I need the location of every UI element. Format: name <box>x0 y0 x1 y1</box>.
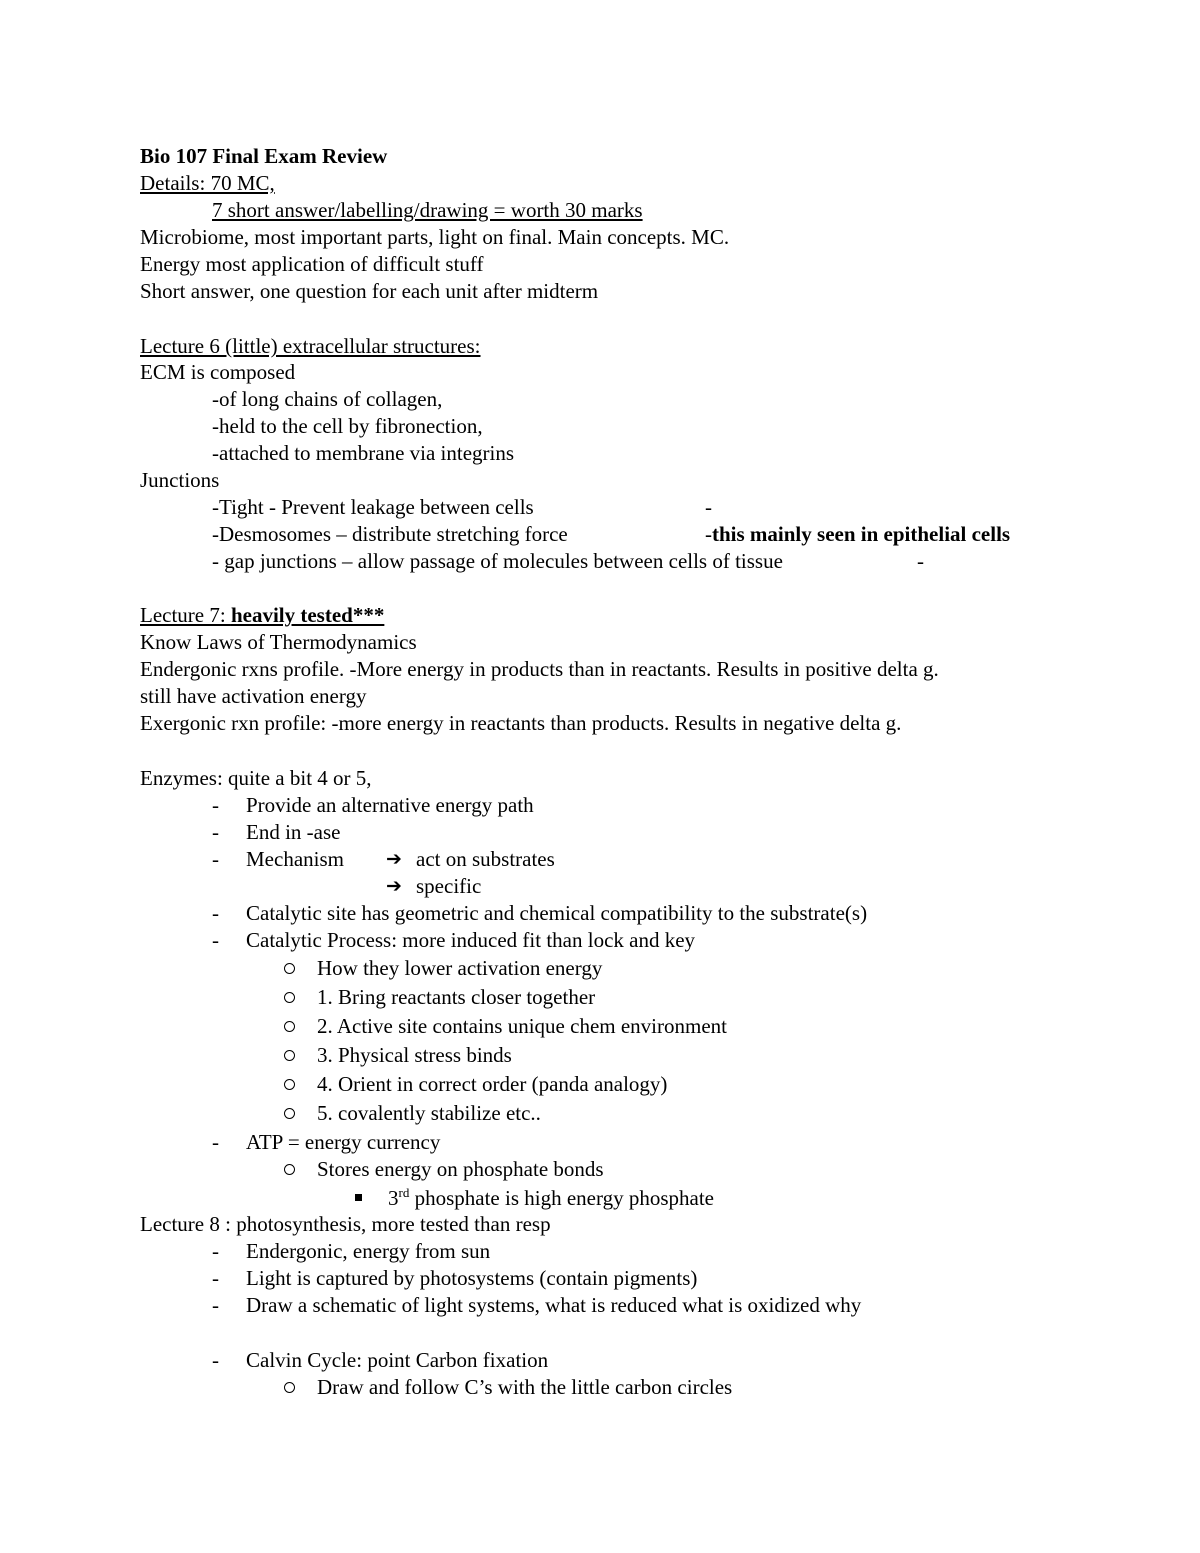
list-dash: - <box>212 1293 219 1317</box>
process-item: 3. Physical stress binds <box>317 1043 512 1067</box>
lecture-8-heading: Lecture 8 : photosynthesis, more tested than resp <box>140 1212 551 1236</box>
details-label: Details: 70 MC, <box>140 171 275 195</box>
enzyme-bullet: Mechanism <box>246 847 344 871</box>
junction-item: -Tight - Prevent leakage between cells <box>212 495 534 519</box>
list-dash: - <box>212 1130 219 1154</box>
lecture-7-line: Know Laws of Thermodynamics <box>140 630 417 654</box>
enzyme-bullet: Catalytic Process: more induced fit than lock and key <box>246 928 696 952</box>
lecture-7-line: Endergonic rxns profile. -More energy in products than in reactants. Results in positive delta g. <box>140 657 939 681</box>
list-dash: - <box>212 1348 219 1372</box>
lecture-8-item: Draw a schematic of light systems, what is reduced what is oxidized why <box>246 1293 862 1317</box>
enzyme-bullet: Catalytic site has geometric and chemical compatibility to the substrate(s) <box>246 901 868 925</box>
hollow-bullet-icon <box>284 1021 295 1032</box>
mechanism-detail: specific <box>416 874 482 898</box>
atp-detail: Stores energy on phosphate bonds <box>317 1157 604 1181</box>
lecture-8-item: Light is captured by photosystems (contain pigments) <box>246 1266 698 1290</box>
atp-subdetail-text: phosphate is high energy phosphate <box>409 1186 714 1210</box>
enzyme-bullet: ATP = energy currency <box>246 1130 441 1154</box>
enzyme-bullet: End in -ase <box>246 820 341 844</box>
details-line-2: 7 short answer/labelling/drawing = worth 30 marks <box>212 198 643 222</box>
epithelial-note: this mainly seen in epithelial cells <box>712 522 1011 546</box>
arrow-right-icon: ➔ <box>386 875 402 897</box>
lecture-7-line: still have activation energy <box>140 684 367 708</box>
process-item: 2. Active site contains unique chem environment <box>317 1014 727 1038</box>
arrow-right-icon: ➔ <box>386 848 402 870</box>
junction-side-dash: - <box>705 522 712 546</box>
atp-subdetail <box>388 1185 714 1211</box>
hollow-bullet-icon <box>284 1382 295 1393</box>
ordinal-number: 3 <box>388 1186 399 1210</box>
intro-line: Microbiome, most important parts, light on final. Main concepts. MC. <box>140 225 730 249</box>
calvin-cycle-item: Calvin Cycle: point Carbon fixation <box>246 1348 549 1372</box>
list-dash: - <box>212 847 219 871</box>
lecture-7-prefix: Lecture 7: <box>140 603 231 627</box>
lecture-7-emphasis: heavily tested*** <box>230 603 385 627</box>
hollow-bullet-icon <box>284 992 295 1003</box>
junctions-text: Junctions <box>140 468 220 492</box>
hollow-bullet-icon <box>284 1164 295 1175</box>
ecm-item: -held to the cell by fibronection, <box>212 414 483 438</box>
ordinal-suffix: rd <box>398 1185 410 1200</box>
junction-item: -Desmosomes – distribute stretching force <box>212 522 568 546</box>
ecm-item: -of long chains of collagen, <box>212 387 443 411</box>
intro-line: Short answer, one question for each unit after midterm <box>140 279 599 303</box>
enzymes-text: Enzymes: quite a bit 4 or 5, <box>140 766 372 790</box>
enzyme-bullet: Provide an alternative energy path <box>246 793 534 817</box>
lecture-8-item: Endergonic, energy from sun <box>246 1239 491 1263</box>
ecm-item: -attached to membrane via integrins <box>212 441 515 465</box>
junction-side-dash: - <box>917 549 924 573</box>
process-item: 5. covalently stabilize etc.. <box>317 1101 541 1125</box>
lecture-7-line: Exergonic rxn profile: -more energy in reactants than products. Results in negative delta g. <box>140 711 902 735</box>
ecm-text: ECM is composed <box>140 360 296 384</box>
list-dash: - <box>212 820 219 844</box>
junction-side-dash: - <box>705 495 712 519</box>
junction-item: - gap junctions – allow passage of molecules between cells of tissue <box>212 549 783 573</box>
process-item: 4. Orient in correct order (panda analogy) <box>317 1072 668 1096</box>
process-item: 1. Bring reactants closer together <box>317 985 596 1009</box>
hollow-bullet-icon <box>284 1108 295 1119</box>
list-dash: - <box>212 1266 219 1290</box>
hollow-bullet-icon <box>284 963 295 974</box>
list-dash: - <box>212 1239 219 1263</box>
list-dash: - <box>212 901 219 925</box>
hollow-bullet-icon <box>284 1079 295 1090</box>
calvin-cycle-detail: Draw and follow C’s with the little carbon circles <box>317 1375 733 1399</box>
list-dash: - <box>212 928 219 952</box>
intro-line: Energy most application of difficult stuff <box>140 252 484 276</box>
process-item: How they lower activation energy <box>317 956 603 980</box>
document-title: Bio 107 Final Exam Review <box>140 144 388 168</box>
lecture-7-heading <box>140 602 384 628</box>
square-bullet-icon <box>355 1194 362 1201</box>
mechanism-detail: act on substrates <box>416 847 555 871</box>
lecture-6-heading: Lecture 6 (little) extracellular structures: <box>140 334 481 358</box>
list-dash: - <box>212 793 219 817</box>
hollow-bullet-icon <box>284 1050 295 1061</box>
